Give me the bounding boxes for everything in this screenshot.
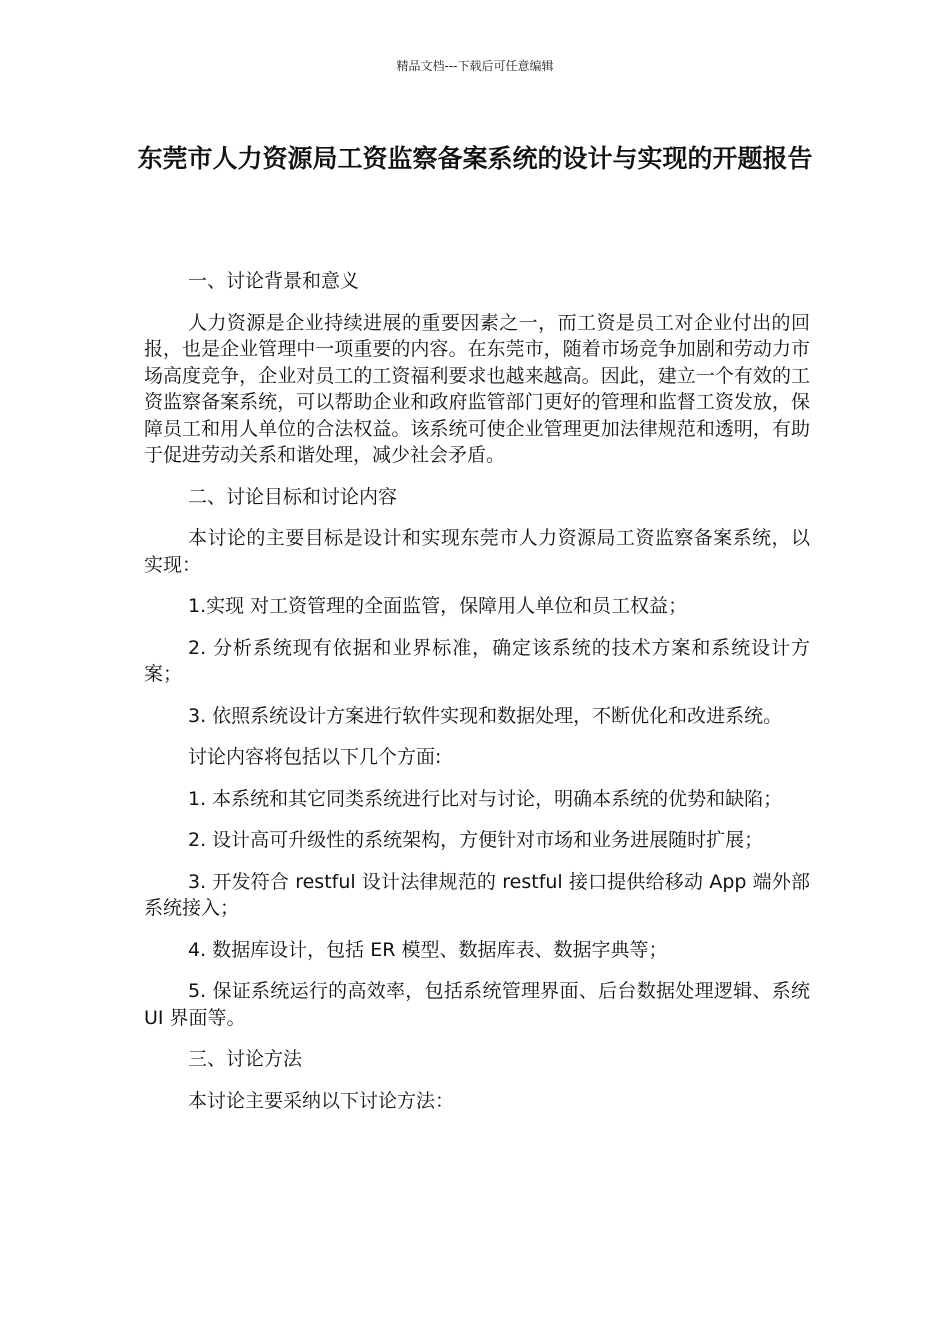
section-heading-background: 一、讨论背景和意义 — [188, 270, 360, 292]
section-heading-goals: 二、讨论目标和讨论内容 — [188, 485, 398, 508]
paragraph-goals-intro: 本讨论的主要目标是设计和实现东莞市人力资源局工资监察备案系统，以实现： — [144, 527, 810, 576]
paragraph-background: 人力资源是企业持续进展的重要因素之一，而工资是员工对企业付出的回报，也是企业管理中一项重要的内容。在东莞市，随着市场竞争加剧和劳动力市场高度竞争，企业对员工的工资福利要求也越来越高。因此，建立一个有效的工资监察备案系统，可以帮助企业和政府监管部门更好的管理和监督工资发放，保障员工和用人单位的合法权益。该系统可使企业管理更加法律规范和透明，有助于促进劳动关系和谐处理，减少社会矛盾。 — [144, 311, 810, 466]
section-heading-methods: 三、讨论方法 — [188, 1048, 303, 1070]
content-item-2: 2. 设计高可升级性的系统架构，方便针对市场和业务进展随时扩展； — [188, 829, 764, 851]
paragraph-methods-intro: 本讨论主要采纳以下讨论方法： — [188, 1089, 455, 1112]
content-item-3: 3. 开发符合 restful 设计法律规范的 restful 接口提供给移动 App 端外部系统接入； — [144, 870, 810, 919]
content-item-5: 5. 保证系统运行的高效率，包括系统管理界面、后台数据处理逻辑、系统 UI 界面等。 — [144, 980, 810, 1029]
content-item-1: 1. 本系统和其它同类系统进行比对与讨论，明确本系统的优势和缺陷； — [188, 787, 783, 810]
document-title: 东莞市人力资源局工资监察备案系统的设计与实现的开题报告 — [137, 144, 813, 173]
content-item-4: 4. 数据库设计，包括 ER 模型、数据库表、数据字典等； — [188, 938, 668, 961]
goal-item-1: 1.实现 对工资管理的全面监管，保障用人单位和员工权益； — [188, 595, 688, 617]
paragraph-content-intro: 讨论内容将包括以下几个方面: — [188, 746, 442, 768]
goal-item-3: 3. 依照系统设计方案进行软件实现和数据处理，不断优化和改进系统。 — [188, 704, 783, 727]
header-note: 精品文档---下载后可任意编辑 — [396, 59, 554, 73]
goal-item-2: 2. 分析系统现有依据和业界标准，确定该系统的技术方案和系统设计方案； — [144, 636, 810, 685]
document-body — [144, 268, 810, 1129]
